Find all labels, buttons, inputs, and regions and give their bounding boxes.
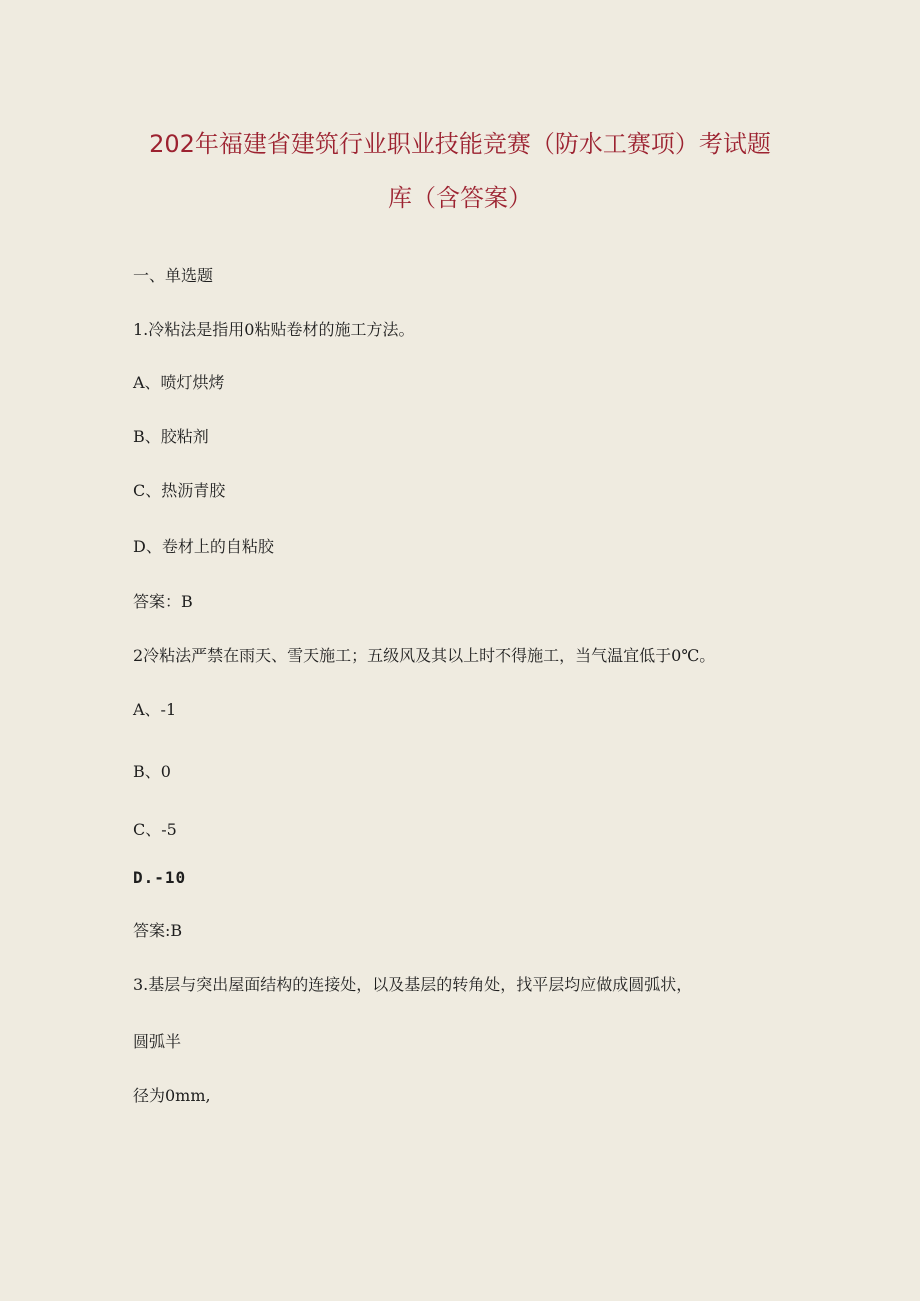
question-2-option-b: B、0: [133, 762, 171, 781]
question-1-option-c: C、热沥青胶: [133, 481, 226, 500]
document-title-line-1: 202年福建省建筑行业职业技能竞赛（防水工赛项）考试题: [149, 130, 771, 158]
document-title-line-2: 库（含答案）: [388, 184, 532, 212]
question-1-option-a: A、喷灯烘烤: [133, 373, 225, 392]
question-2-option-d: D.-10: [133, 868, 187, 887]
question-1-option-b: B、胶粘剂: [133, 427, 209, 446]
question-3-stem-end: 径为0mm,: [133, 1086, 211, 1105]
question-1-option-d: D、卷材上的自粘胶: [133, 537, 274, 556]
question-2-stem: 2冷粘法严禁在雨天、雪天施工；五级风及其以上时不得施工，当气温宜低于0℃。: [133, 646, 716, 665]
question-1-answer: 答案：B: [133, 592, 193, 611]
question-2-answer: 答案:B: [133, 921, 183, 940]
question-2-option-c: C、-5: [133, 820, 177, 839]
question-1-stem: 1.冷粘法是指用0粘贴卷材的施工方法。: [133, 320, 415, 339]
question-2-option-a: A、-1: [133, 700, 177, 719]
question-3-stem: 3.基层与突出屋面结构的连接处，以及基层的转角处，找平层均应做成圆弧状，: [133, 975, 693, 994]
question-3-stem-continued: 圆弧半: [133, 1032, 182, 1051]
section-heading: 一、单选题: [133, 266, 214, 285]
